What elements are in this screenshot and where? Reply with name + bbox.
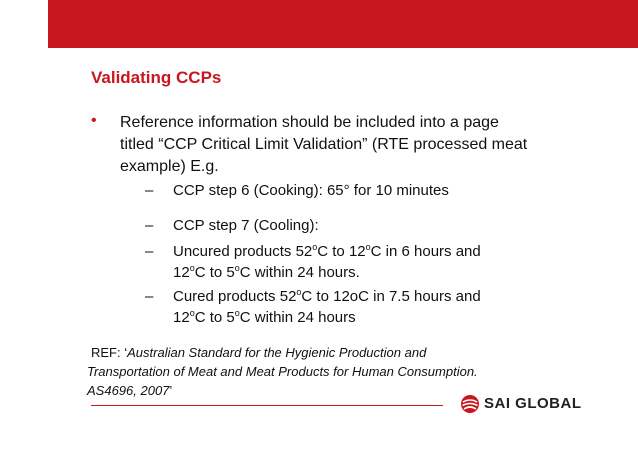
- logo-text: SAI GLOBAL: [484, 395, 582, 412]
- bullet-text: Reference information should be included into a page titled “CCP Critical Limit Validation” (RTE processed meat example) E.g.: [120, 114, 528, 175]
- dash: –: [145, 217, 154, 234]
- dash: –: [145, 288, 154, 305]
- header-band: [48, 0, 638, 48]
- sai-global-globe-icon: [460, 394, 480, 414]
- bullet-dot-icon: •: [91, 112, 97, 129]
- dash: –: [145, 243, 154, 260]
- sub-item-text: CCP step 6 (Cooking): 65° for 10 minutes: [173, 182, 449, 199]
- footer-divider: [91, 405, 443, 406]
- slide-title: Validating CCPs: [91, 68, 222, 87]
- sub-item-text: Cured products 52$^o$C to 12oC in 7.5 hours and 12$^o$C to 5$^o$C within 24 hours: [173, 287, 481, 326]
- reference-note: REF: ‘Australian Standard for the Hygienic Production and Transportation of Meat and Meat Products for Human Consumption. AS4696, 2007’: [87, 345, 478, 398]
- sub-item-text: Uncured products 52$^o$C to 12$^o$C in 6 hours and 12$^o$C to 5$^o$C within 24 hours.: [173, 242, 481, 281]
- sub-item-text: CCP step 7 (Cooling):: [173, 217, 319, 234]
- dash: –: [145, 182, 154, 199]
